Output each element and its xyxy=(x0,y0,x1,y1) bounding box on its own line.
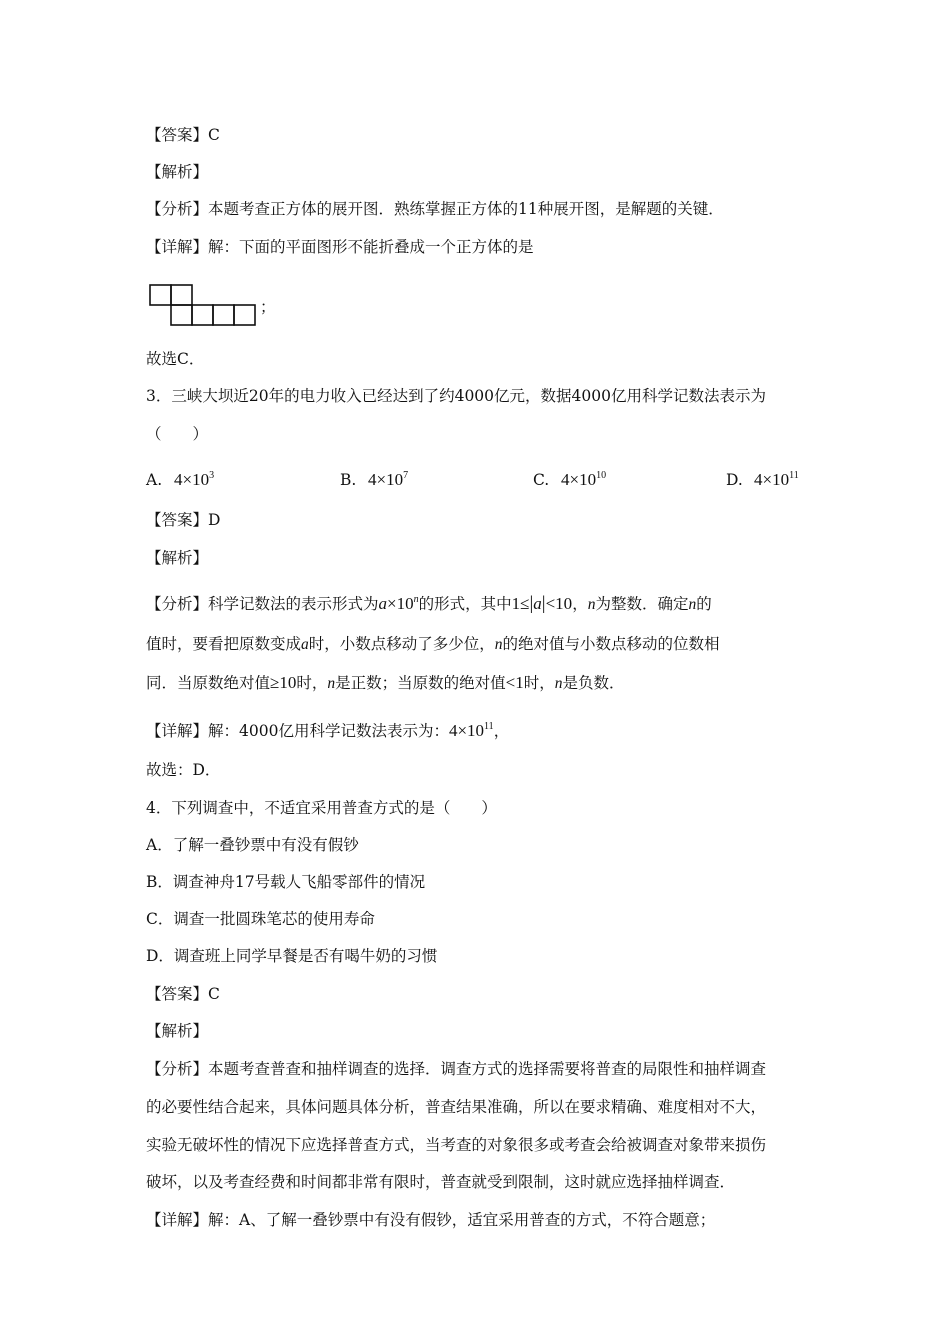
net-square xyxy=(150,285,171,305)
net-square xyxy=(171,305,192,325)
option-c: C．调查一批圆珠笔芯的使用寿命 xyxy=(146,910,375,928)
answer-label: 【答案】D xyxy=(146,511,221,529)
option-exponent: 10 xyxy=(596,470,607,481)
analysis-text-line-1: 【分析】科学记数法的表示形式为$a\times 10^n$的形式，其中1≤|a|<10，n为整数．确定n的 xyxy=(146,593,712,614)
option-exponent: 3 xyxy=(209,470,215,481)
analysis-text-line-3: 实验无破坏性的情况下应选择普查方式，当考查的对象很多或考查会给被调查对象带来损伤 xyxy=(146,1136,767,1154)
cube-net-figure xyxy=(148,283,278,329)
net-square xyxy=(213,305,234,325)
choice-text: 故选C． xyxy=(146,350,205,368)
answer-label: 【答案】C xyxy=(146,985,220,1003)
option-label: A. xyxy=(146,471,163,489)
detail-text: 【详解】解：4000亿用科学记数法表示为：$4\times 10^{11}$， xyxy=(146,721,510,740)
analysis-text-line-1: 【分析】本题考查普查和抽样调查的选择．调查方式的选择需要将普查的局限性和抽样调查 xyxy=(146,1060,767,1078)
option-exponent: 7 xyxy=(403,470,409,481)
figure-punctuation: ； xyxy=(260,298,276,316)
option-a: A．了解一叠钞票中有没有假钞 xyxy=(146,836,359,854)
net-square xyxy=(192,305,213,325)
analysis-text-line-2: 的必要性结合起来，具体问题具体分析，普查结果准确，所以在要求精确、难度相对不大， xyxy=(146,1098,767,1116)
net-square xyxy=(234,305,255,325)
option-exponent: 11 xyxy=(789,470,799,481)
option-value: 4×10 xyxy=(174,470,210,489)
question-4-stem: 4．下列调查中，不适宜采用普查方式的是（ ） xyxy=(146,799,497,817)
option-value: 4×10 xyxy=(561,470,597,489)
option-d: D．调查班上同学早餐是否有喝牛奶的习惯 xyxy=(146,947,438,965)
analysis-heading: 【解析】 xyxy=(146,163,209,181)
option-label: B. xyxy=(340,471,357,489)
analysis-heading: 【解析】 xyxy=(146,1022,209,1040)
detail-text: 【详解】解：A、了解一叠钞票中有没有假钞，适宜采用普查的方式，不符合题意； xyxy=(146,1211,716,1229)
option-value: 4×10 xyxy=(368,470,404,489)
analysis-text: 【分析】本题考查正方体的展开图．熟练掌握正方体的11种展开图，是解题的关键． xyxy=(146,200,724,218)
answer-label: 【答案】C xyxy=(146,126,220,144)
choice-text: 故选：D． xyxy=(146,761,221,779)
option-label: D. xyxy=(726,471,743,489)
option-c xyxy=(533,466,606,490)
analysis-heading: 【解析】 xyxy=(146,549,209,567)
option-label: C. xyxy=(533,471,550,489)
question-3-parentheses: （ ） xyxy=(146,425,209,443)
option-b: B．调查神舟17号载人飞船零部件的情况 xyxy=(146,873,426,891)
question-3-stem: 3．三峡大坝近20年的电力收入已经达到了约4000亿元，数据4000亿用科学记数法表示为 xyxy=(146,387,766,405)
net-square xyxy=(171,285,192,305)
option-value: 4×10 xyxy=(754,470,790,489)
option-d xyxy=(726,466,799,490)
analysis-text-line-3: 同．当原数绝对值≥10时，n是正数；当原数的绝对值<1时，n是负数． xyxy=(146,673,625,692)
analysis-text-line-4: 破坏，以及考查经费和时间都非常有限时，普查就受到限制，这时就应选择抽样调查． xyxy=(146,1173,736,1191)
option-b xyxy=(340,466,408,490)
analysis-text-line-2: 值时，要看把原数变成a时，小数点移动了多少位，n的绝对值与小数点移动的位数相 xyxy=(146,635,720,653)
detail-text: 【详解】解：下面的平面图形不能折叠成一个正方体的是 xyxy=(146,238,534,256)
option-a xyxy=(146,466,214,490)
